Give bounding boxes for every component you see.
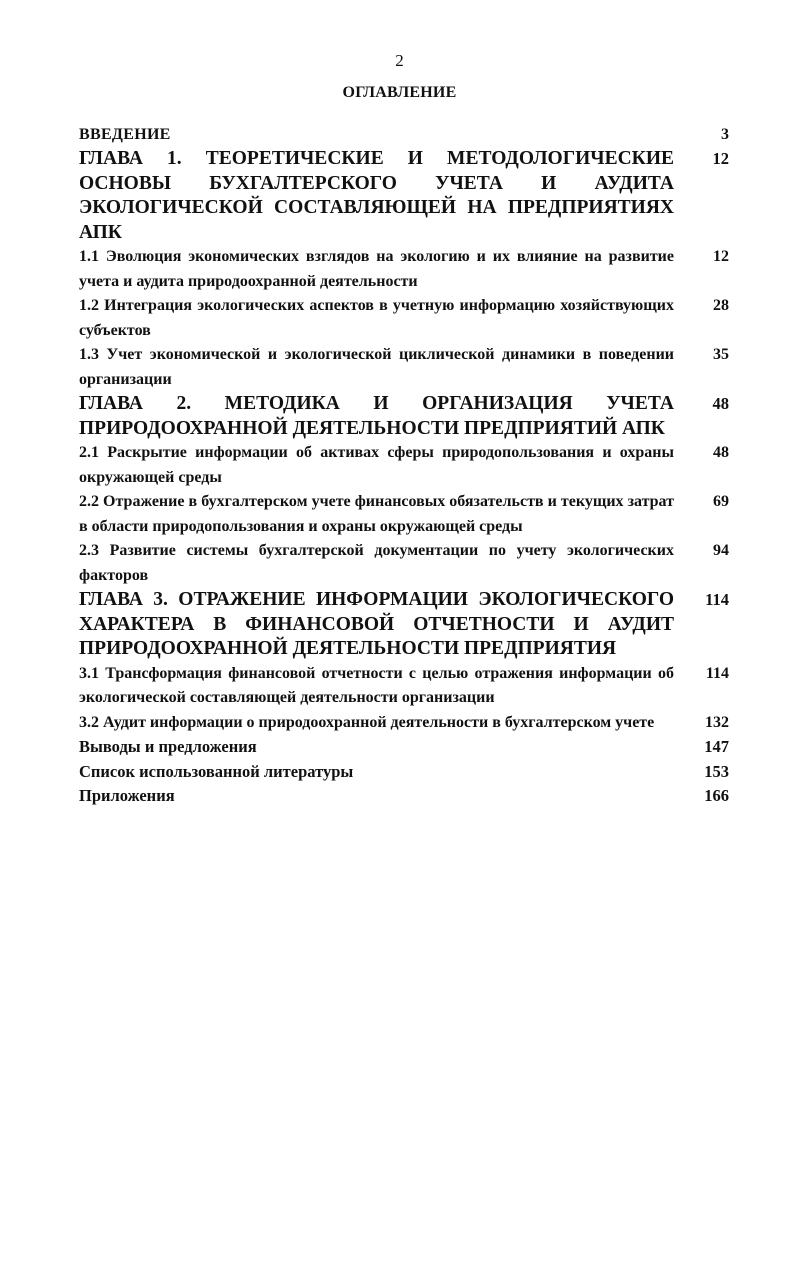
toc-entry-title: 2.1 Раскрытие информации об активах сферы природопользования и охраны окружающей среды: [79, 444, 674, 486]
toc-entry-section-2-2: [79, 490, 729, 539]
toc-entry-title: ГЛАВА 3. ОТРАЖЕНИЕ ИНФОРМАЦИИ ЭКОЛОГИЧЕСКОГО ХАРАКТЕРА В ФИНАНСОВОЙ ОТЧЕТНОСТИ И АУДИТ ПРИРОДООХРАННОЙ ДЕЯТЕЛЬНОСТИ ПРЕДПРИЯТИЯ: [79, 589, 674, 659]
toc-entry-page: 48: [712, 394, 729, 413]
toc-entry-page: 3: [721, 126, 729, 143]
toc-entry-title: Список использованной литературы: [79, 761, 354, 781]
toc-entry-page: 94: [713, 542, 729, 559]
toc-entry-title: ГЛАВА 1. ТЕОРЕТИЧЕСКИЕ И МЕТОДОЛОГИЧЕСКИЕ ОСНОВЫ БУХГАЛТЕРСКОГО УЧЕТА И АУДИТА ЭКОЛОГИЧЕСКОЙ СОСТАВЛЯЮЩЕЙ НА ПРЕДПРИЯТИЯХ АПК: [79, 148, 674, 243]
toc-entry-page: 166: [704, 786, 729, 805]
toc-entry-title: 2.3 Развитие системы бухгалтерской документации по учету экологических факторов: [79, 542, 674, 584]
toc-entry-title: 3.1 Трансформация финансовой отчетности с целью отражения информации об экологической составляющей деятельности организации: [79, 664, 674, 706]
toc-entry-section-1-3: [79, 343, 729, 392]
toc-entry-title: Выводы и предложения: [79, 737, 257, 756]
toc-entry-conclusions: [79, 735, 729, 760]
toc-entry-page: 12: [712, 149, 729, 168]
toc-entry-page: 114: [705, 664, 729, 682]
toc-entry-page: 132: [705, 713, 729, 731]
toc-entry-title: 3.2 Аудит информации о природоохранной деятельности в бухгалтерском учете: [79, 713, 655, 731]
toc-entry-page: 12: [713, 248, 729, 265]
toc-entry-appendices: [79, 784, 729, 809]
toc-entry-title: 1.3 Учет экономической и экологической циклической динамики в поведении организации: [79, 346, 674, 388]
toc-entry-page: 28: [713, 297, 729, 314]
toc-entry-page: 147: [704, 737, 729, 756]
toc-entry-page: 69: [713, 493, 729, 510]
toc-entry-chapter-1: [79, 147, 729, 245]
toc-entry-title: 2.2 Отражение в бухгалтерском учете финансовых обязательств и текущих затрат в области природопользования и охраны окружающей среды: [79, 493, 674, 535]
toc-entry-section-2-1: [79, 441, 729, 490]
toc-entry-chapter-3: [79, 588, 729, 662]
toc-entry-section-2-3: [79, 539, 729, 588]
toc-entry-references: [79, 760, 729, 785]
toc-entry-section-1-1: [79, 245, 729, 294]
toc-entry-title: 1.1 Эволюция экономических взглядов на экологию и их влияние на развитие учета и аудита природоохранной деятельности: [79, 248, 674, 290]
toc-entry-page: 114: [705, 590, 729, 609]
toc-entry-title: 1.2 Интеграция экологических аспектов в учетную информацию хозяйствующих субъектов: [79, 297, 674, 339]
table-of-contents: [79, 123, 729, 809]
page-title: ОГЛАВЛЕНИЕ: [342, 84, 457, 101]
toc-entry-page: 48: [713, 444, 729, 461]
toc-entry-title: ВВЕДЕНИЕ: [79, 126, 171, 143]
toc-entry-chapter-2: [79, 392, 729, 441]
toc-entry-title: Приложения: [79, 786, 175, 805]
toc-entry-page: 153: [704, 761, 729, 781]
toc-entry-title: ГЛАВА 2. МЕТОДИКА И ОРГАНИЗАЦИЯ УЧЕТА ПРИРОДООХРАННОЙ ДЕЯТЕЛЬНОСТИ ПРЕДПРИЯТИЙ АПК: [79, 393, 674, 439]
page-number: 2: [395, 51, 404, 70]
toc-entry-section-3-2: [79, 711, 729, 736]
toc-entry-introduction: [79, 123, 729, 147]
toc-entry-page: 35: [713, 346, 729, 363]
toc-entry-section-1-2: [79, 294, 729, 343]
toc-entry-section-3-1: [79, 662, 729, 711]
